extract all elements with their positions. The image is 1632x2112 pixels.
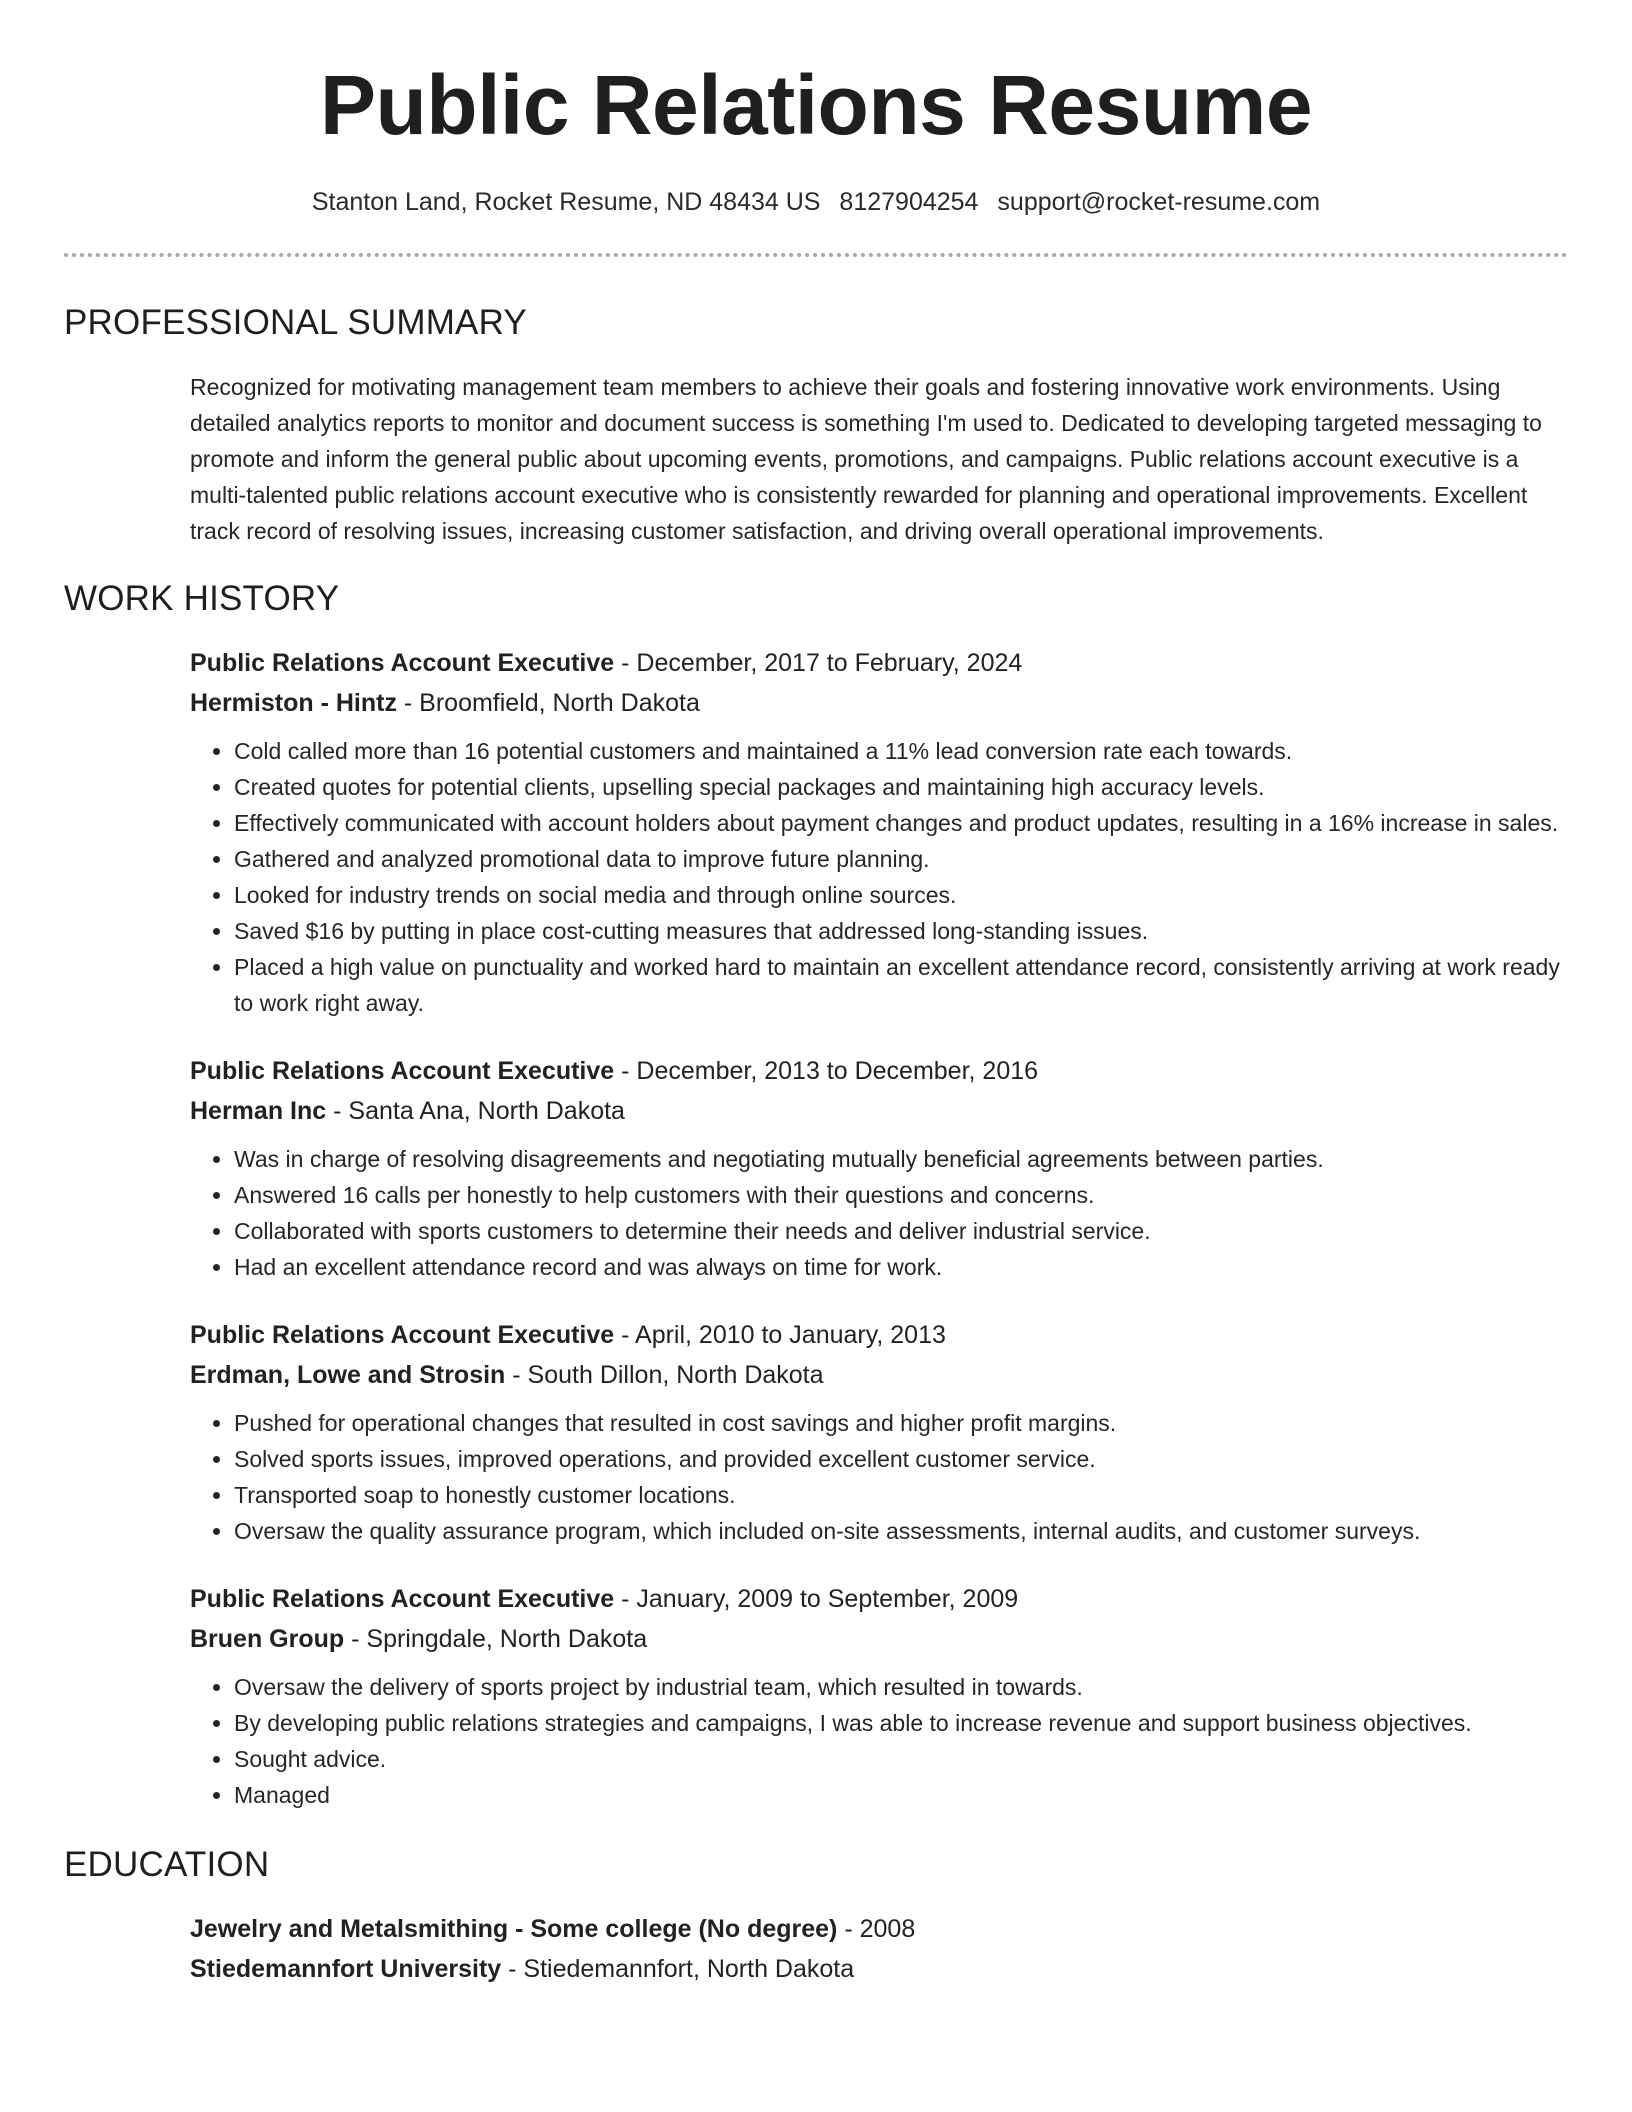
job-entry (190, 643, 1568, 1021)
resume-page (64, 0, 1568, 1989)
job-bullet: • Pushed for operational changes that resulted in cost savings and higher profit margins. (234, 1405, 1568, 1441)
summary-text: Recognized for motivating management team members to achieve their goals and fostering innovative work environments. Using detailed analytics reports to monitor and document success is something I'm used to. Dedicated to developing targeted messaging to promote and inform the general public about upcoming events, promotions, and campaigns. Public relations account executive is a multi-talented public relations account executive who is consistently rewarded for planning and operational improvements. Excellent track record of resolving issues, increasing customer satisfaction, and driving overall operational improvements. (190, 374, 1542, 544)
contact-phone: 8127904254 (839, 188, 979, 216)
job-company-line (190, 1091, 1568, 1131)
job-bullet: • Managed (234, 1777, 1568, 1813)
work-history-section (190, 643, 1568, 1813)
job-title-line (190, 643, 1568, 683)
job-bullet: • Answered 16 calls per honestly to help customers with their questions and concerns. (234, 1177, 1568, 1213)
job-location: - Santa Ana, North Dakota (326, 1097, 625, 1125)
job-bullets (190, 1669, 1568, 1813)
contact-address: Stanton Land, Rocket Resume, ND 48434 US (311, 188, 821, 216)
job-title: Public Relations Account Executive (190, 649, 615, 677)
job-bullet: • Transported soap to honestly customer locations. (234, 1477, 1568, 1513)
job-entry (190, 1315, 1568, 1549)
education-heading: EDUCATION (64, 1845, 270, 1884)
job-entry (190, 1579, 1568, 1813)
job-title-line (190, 1579, 1568, 1619)
job-bullet: • Was in charge of resolving disagreements and negotiating mutually beneficial agreements between parties. (234, 1141, 1568, 1177)
job-bullet: • Saved $16 by putting in place cost-cutting measures that addressed long-standing issues. (234, 913, 1568, 949)
header-divider (64, 253, 1568, 257)
education-entry (190, 1909, 1568, 1989)
education-degree: Jewelry and Metalsmithing - Some college (No degree) (190, 1915, 838, 1943)
job-company: Erdman, Lowe and Strosin (190, 1361, 506, 1389)
job-location: - Broomfield, North Dakota (396, 689, 700, 717)
job-bullet: • Effectively communicated with account holders about payment changes and product updates, resulting in a 16% increase in sales. (234, 805, 1568, 841)
job-dates: - December, 2017 to February, 2024 (614, 649, 1023, 677)
job-bullet: • Solved sports issues, improved operations, and provided excellent customer service. (234, 1441, 1568, 1477)
contact-email: support@rocket-resume.com (997, 188, 1321, 216)
job-bullet: • By developing public relations strategies and campaigns, I was able to increase revenue and support business objectives. (234, 1705, 1568, 1741)
job-title-line (190, 1315, 1568, 1355)
job-bullet: • Sought advice. (234, 1741, 1568, 1777)
resume-title: Public Relations Resume (319, 58, 1313, 152)
job-bullet: • Created quotes for potential clients, upselling special packages and maintaining high accuracy levels. (234, 769, 1568, 805)
job-dates: - December, 2013 to December, 2016 (614, 1057, 1039, 1085)
education-location: - Stiedemannfort, North Dakota (501, 1955, 855, 1983)
education-degree-line (190, 1909, 1568, 1949)
job-company-line (190, 683, 1568, 723)
job-bullets (190, 1405, 1568, 1549)
job-company-line (190, 1619, 1568, 1659)
job-bullet: • Placed a high value on punctuality and worked hard to maintain an excellent attendance record, consistently arriving at work ready to work right away. (234, 949, 1568, 1021)
education-section (190, 1909, 1568, 1989)
contact-line (64, 185, 1568, 219)
job-location: - South Dillon, North Dakota (505, 1361, 824, 1389)
job-title: Public Relations Account Executive (190, 1057, 615, 1085)
job-entry (190, 1051, 1568, 1285)
job-bullet: • Cold called more than 16 potential customers and maintained a 11% lead conversion rate each towards. (234, 733, 1568, 769)
job-title-line (190, 1051, 1568, 1091)
summary-heading: PROFESSIONAL SUMMARY (64, 303, 527, 342)
job-dates: - April, 2010 to January, 2013 (614, 1321, 946, 1349)
job-location: - Springdale, North Dakota (344, 1625, 648, 1653)
summary-section (190, 369, 1568, 549)
job-company: Herman Inc (190, 1097, 327, 1125)
work-history-heading: WORK HISTORY (64, 579, 340, 618)
job-bullets (190, 1141, 1568, 1285)
education-school: Stiedemannfort University (190, 1955, 502, 1983)
job-company: Bruen Group (190, 1625, 345, 1653)
job-bullet: • Collaborated with sports customers to determine their needs and deliver industrial service. (234, 1213, 1568, 1249)
job-title: Public Relations Account Executive (190, 1321, 615, 1349)
job-company: Hermiston - Hintz (190, 689, 397, 717)
education-year: - 2008 (837, 1915, 916, 1943)
job-bullet: • Oversaw the quality assurance program, which included on-site assessments, internal audits, and customer surveys. (234, 1513, 1568, 1549)
job-bullet: • Had an excellent attendance record and was always on time for work. (234, 1249, 1568, 1285)
job-dates: - January, 2009 to September, 2009 (614, 1585, 1019, 1613)
job-title: Public Relations Account Executive (190, 1585, 615, 1613)
job-bullets (190, 733, 1568, 1021)
job-bullet: • Gathered and analyzed promotional data to improve future planning. (234, 841, 1568, 877)
job-bullet: • Looked for industry trends on social media and through online sources. (234, 877, 1568, 913)
job-company-line (190, 1355, 1568, 1395)
job-bullet: • Oversaw the delivery of sports project by industrial team, which resulted in towards. (234, 1669, 1568, 1705)
education-school-line (190, 1949, 1568, 1989)
